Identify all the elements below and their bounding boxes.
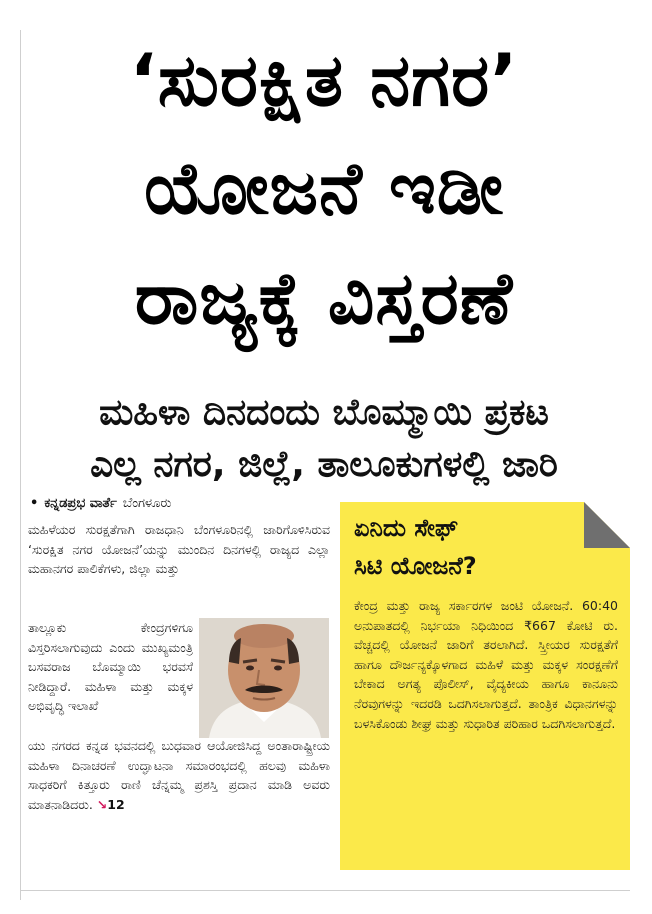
article-text-1: ಮಹಿಳೆಯರ ಸುರಕ್ಷತೆಗಾಗಿ ರಾಜಧಾನಿ ಬೆಂಗಳೂರಿನಲ್ಲಿ ಜಾರಿಗೊಳಿಸಿರುವ ‘ಸುರಕ್ಷಿತ ನಗರ ಯೋಜನೆ’ಯನ್ನು ಮುಂದಿನ ದಿನಗಳಲ್ಲಿ ರಾಜ್ಯದ ಎಲ್ಲಾ ಮಹಾನಗರ ಪಾಲಿಕೆಗಳು, ಜಿಲ್ಲಾ ಮತ್ತು	[28, 522, 330, 576]
subheadline-line-1: ಮಹಿಳಾ ದಿನದಂದು ಬೊಮ್ಮಾಯಿ ಪ್ರಕಟ	[99, 392, 549, 433]
byline-bullet: •	[30, 496, 39, 511]
jump-arrow-icon: ↘	[96, 796, 108, 812]
byline-source: ಕನ್ನಡಪ್ರಭ ವಾರ್ತೆ	[44, 496, 117, 511]
infobox-title-line-1: ಏನಿದು ಸೇಫ್	[354, 514, 459, 542]
subheadline-line-2: ಎಲ್ಲ ನಗರ, ಜಿಲ್ಲೆ, ತಾಲೂಕುಗಳಲ್ಲಿ ಜಾರಿ	[90, 444, 558, 485]
infobox-title-line-2: ಸಿಟಿ ಯೋಜನೆ?	[354, 552, 477, 580]
headline-line-1: ‘ಸುರಕ್ಷಿತ ನಗರ’	[129, 38, 519, 122]
article-paragraph-3	[28, 736, 330, 814]
jump-page-number: 12	[107, 796, 125, 812]
safe-city-infobox	[340, 502, 630, 870]
portrait-image	[199, 618, 329, 738]
cm-photo	[199, 618, 329, 738]
headline-line-2: ಯೋಜನೆ ಇಡೀ	[144, 146, 504, 230]
article-paragraph-1	[28, 520, 330, 579]
article-text-3: ಯು ನಗರದ ಕನ್ನಡ ಭವನದಲ್ಲಿ ಬುಧವಾರ ಆಯೋಜಿಸಿದ್ದ ಅಂತಾರಾಷ್ಟ್ರೀಯ ಮಹಿಳಾ ದಿನಾಚರಣೆ ಉದ್ಘಾಟನಾ ಸಮಾರಂಭದಲ್ಲಿ ಹಲವು ಮಹಿಳಾ ಸಾಧಕರಿಗೆ ಕಿತ್ತೂರು ರಾಣಿ ಚೆನ್ನಮ್ಮ ಪ್ರಶಸ್ತಿ ಪ್ರದಾನ ಮಾಡಿ ಅವರು ಮಾತನಾಡಿದರು.	[28, 738, 330, 812]
infobox-body: ಕೇಂದ್ರ ಮತ್ತು ರಾಜ್ಯ ಸರ್ಕಾರಗಳ ಜಂಟಿ ಯೋಜನೆ. 60:40 ಅನುಪಾತದಲ್ಲಿ ನಿರ್ಭಯಾ ನಿಧಿಯಿಂದ ₹667 ಕೋಟಿ ರು. ವೆಚ್ಚದಲ್ಲಿ ಯೋಜನೆ ಜಾರಿಗೆ ತರಲಾಗಿದೆ. ಸ್ತ್ರೀಯರ ಸುರಕ್ಷತೆಗೆ ಹಾಗೂ ದೌರ್ಜನ್ಯಕ್ಕೊಳಗಾದ ಮಹಿಳೆ ಮತ್ತು ಮಕ್ಕಳ ಸಂರಕ್ಷಣೆಗೆ ಬೇಕಾದ ಅಗತ್ಯ ಪೊಲೀಸ್, ವೈದ್ಯಕೀಯ ಹಾಗೂ ಕಾನೂನು ನೆರವುಗಳನ್ನು ಇದರಡಿ ಒದಗಿಸಲಾಗುತ್ತದೆ. ತಾಂತ್ರಿಕ ವಿಧಾನಗಳನ್ನು ಬಳಸಿಕೊಂಡು ಶೀಘ್ರ ಮತ್ತು ಸುಧಾರಿತ ಪರಿಹಾರ ಒದಗಿಸಲಾಗುತ್ತದೆ.	[354, 598, 618, 731]
article-paragraph-2	[28, 618, 193, 716]
bottom-rule	[20, 890, 630, 891]
byline-place: ಬೆಂಗಳೂರು	[122, 496, 172, 511]
byline	[30, 496, 171, 511]
column-rule-left	[20, 30, 21, 900]
headline-line-3: ರಾಜ್ಯಕ್ಕೆ ವಿಸ್ತರಣೆ	[134, 256, 514, 340]
article-text-2: ತಾಲ್ಲೂಕು ಕೇಂದ್ರಗಳಿಗೂ ವಿಸ್ತರಿಸಲಾಗುವುದು ಎಂದು ಮುಖ್ಯಮಂತ್ರಿ ಬಸವರಾಜ ಬೊಮ್ಮಾಯಿ ಭರವಸೆ ನೀಡಿದ್ದಾರೆ. ಮಹಿಳಾ ಮತ್ತು ಮಕ್ಕಳ ಅಭಿವೃದ್ಧಿ ಇಲಾಖೆ	[28, 620, 193, 713]
